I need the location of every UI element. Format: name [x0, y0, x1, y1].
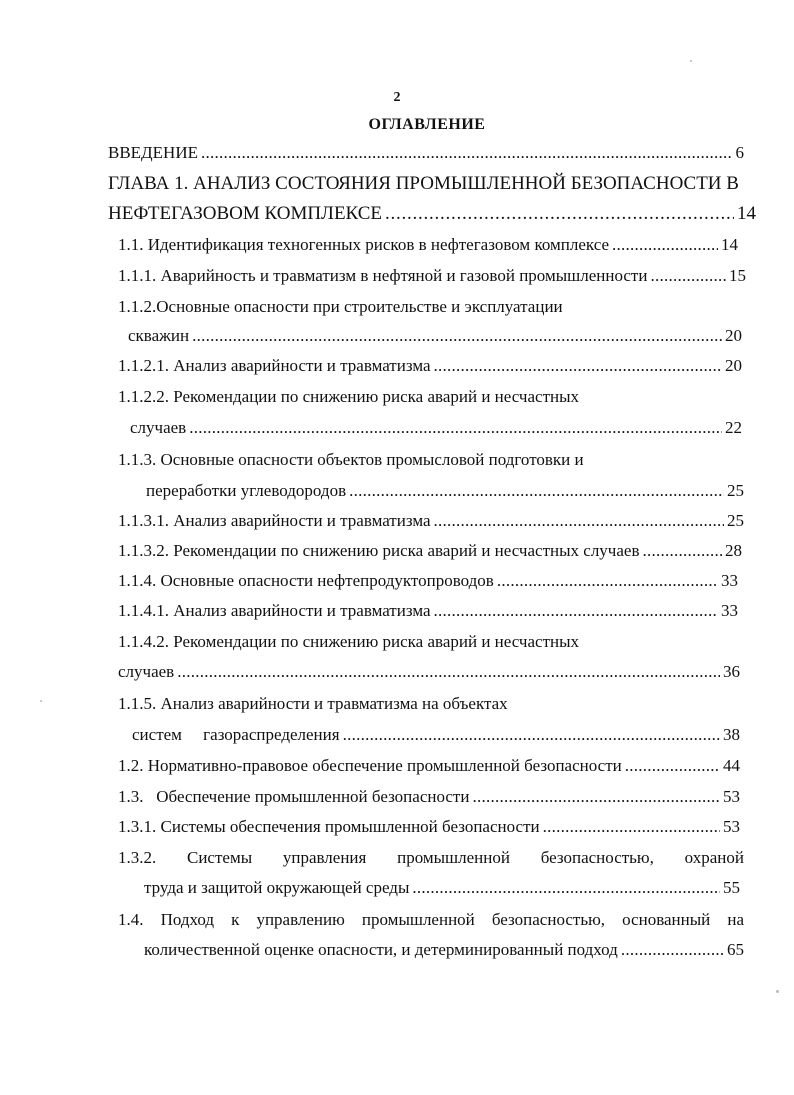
toc-entry-page: 44: [723, 756, 740, 775]
toc-word: управлению: [256, 910, 345, 929]
toc-entry-page: 28: [725, 541, 742, 560]
toc-entry-page: 25: [727, 481, 744, 500]
toc-entry-1-2[interactable]: [118, 756, 740, 776]
toc-word: безопасностью,: [540, 848, 654, 867]
toc-entry-chapter1-line1[interactable]: ГЛАВА 1. АНАЛИЗ СОСТОЯНИЯ ПРОМЫШЛЕННОЙ БЕЗОПАСНОСТИ В: [108, 173, 739, 194]
toc-entry-text: переработки углеводородов: [146, 481, 347, 500]
toc-entry-text: 1.2. Нормативно-правовое обеспечение промышленной безопасности: [118, 756, 622, 775]
toc-entry-1-1-5[interactable]: [132, 725, 740, 745]
toc-entry-text: скважин: [128, 326, 190, 345]
toc-entry-page: 53: [723, 817, 740, 836]
toc-entry-text: 1.1. Идентификация техногенных рисков в нефтегазовом комплексе: [118, 235, 610, 254]
page-number: 2: [393, 90, 401, 105]
toc-entry-1-3[interactable]: [118, 787, 740, 807]
toc-entry-text: 1.1.4.1. Анализ аварийности и травматизма: [118, 601, 431, 620]
toc-word: охраной: [684, 848, 744, 867]
toc-entry-1-1-3[interactable]: [146, 481, 744, 501]
toc-entry-1-1-4-1[interactable]: [118, 601, 738, 621]
toc-entry-1-1-4-2-line1[interactable]: 1.1.4.2. Рекомендации по снижению риска аварий и несчастных: [118, 632, 580, 651]
toc-leader-dots: [412, 878, 720, 898]
toc-leader-dots: [650, 266, 726, 286]
toc-word: безопасностью,: [491, 910, 606, 929]
toc-entry-1-1-4-2[interactable]: [118, 662, 740, 682]
toc-entry-text: 1.1.3.2. Рекомендации по снижению риска аварий и несчастных случаев: [118, 541, 640, 560]
toc-entry-page: 25: [727, 511, 744, 530]
toc-leader-dots: [543, 817, 720, 837]
toc-entry-1-1-2[interactable]: [128, 326, 742, 346]
toc-entry-text: ВВЕДЕНИЕ: [108, 143, 198, 162]
toc-entry-chapter1[interactable]: [108, 203, 756, 225]
toc-entry-page: 65: [727, 940, 744, 959]
toc-entry-text: количественной оценке опасности, и детерминированный подход: [144, 940, 618, 959]
toc-entry-page: 22: [725, 418, 742, 437]
toc-word: промышленной: [361, 910, 475, 929]
toc-entry-1-1-4[interactable]: [118, 571, 738, 591]
toc-leader-dots: [472, 787, 720, 807]
toc-entry-text: 1.3. Обеспечение промышленной безопасности: [118, 787, 470, 806]
toc-entry-page: 14: [721, 235, 738, 254]
toc-entry-text: 1.1.1. Аварийность и травматизм в нефтяной и газовой промышленности: [118, 266, 648, 285]
toc-leader-dots: [189, 418, 722, 438]
toc-entry-page: 55: [723, 878, 740, 897]
toc-entry-1-1-5-line1[interactable]: 1.1.5. Анализ аварийности и травматизма на объектах: [118, 694, 508, 713]
toc-entry-1-1-1[interactable]: [118, 266, 746, 286]
toc-leader-dots: [201, 143, 733, 163]
toc-word: промышленной: [397, 848, 510, 867]
toc-word: управления: [282, 848, 367, 867]
toc-leader-dots: [192, 326, 722, 346]
toc-entry-1-1-2-2[interactable]: [130, 418, 742, 438]
toc-leader-dots: [177, 662, 720, 682]
toc-entry-page: 38: [723, 725, 740, 744]
toc-entry-1-1-3-line1[interactable]: 1.1.3. Основные опасности объектов промысловой подготовки и: [118, 450, 584, 469]
toc-entry-1-1-2-1[interactable]: [118, 356, 742, 376]
toc-entry-1-1-2-2-line1[interactable]: 1.1.2.2. Рекомендации по снижению риска аварий и несчастных: [118, 387, 580, 406]
toc-entry-page: 36: [723, 662, 740, 681]
page-title: ОГЛАВЛЕНИЕ: [368, 116, 486, 133]
toc-entry-page: 15: [729, 266, 746, 285]
toc-word: 1.4.: [118, 910, 144, 929]
toc-word: Подход: [160, 910, 215, 929]
toc-entry-1-3-2-line1[interactable]: [118, 848, 744, 868]
toc-entry-1-1[interactable]: [118, 235, 738, 255]
toc-entry-1-1-3-1[interactable]: [118, 511, 744, 531]
toc-entry-text: 1.1.3.1. Анализ аварийности и травматизма: [118, 511, 431, 530]
toc-leader-dots: [385, 203, 734, 225]
toc-leader-dots: [612, 235, 718, 255]
toc-entry-text: 1.3.1. Системы обеспечения промышленной безопасности: [118, 817, 540, 836]
toc-entry-1-4[interactable]: [144, 940, 744, 960]
toc-entry-page: 33: [721, 571, 738, 590]
toc-word: к: [231, 910, 240, 929]
toc-entry-page: 53: [723, 787, 740, 806]
toc-leader-dots: [434, 356, 723, 376]
toc-leader-dots: [434, 601, 719, 621]
toc-entry-1-1-2-line1[interactable]: 1.1.2.Основные опасности при строительстве и эксплуатации: [118, 297, 563, 316]
toc-leader-dots: [642, 541, 722, 561]
toc-entry-page: 20: [725, 326, 742, 345]
toc-word: на: [727, 910, 744, 929]
toc-entry-1-1-3-2[interactable]: [118, 541, 742, 561]
toc-entry-page: 33: [721, 601, 738, 620]
toc-entry-page: 20: [725, 356, 742, 375]
scan-speck: [776, 990, 779, 993]
toc-entry-text: труда и защитой окружающей среды: [144, 878, 410, 897]
toc-entry-page: 6: [735, 143, 744, 162]
toc-leader-dots: [349, 481, 724, 501]
toc-entry-1-4-line1[interactable]: [118, 910, 744, 930]
scan-speck: [690, 60, 692, 62]
toc-leader-dots: [625, 756, 720, 776]
toc-leader-dots: [497, 571, 718, 591]
toc-word: основанный: [622, 910, 711, 929]
toc-word: Системы: [186, 848, 253, 867]
toc-leader-dots: [621, 940, 724, 960]
toc-entry-1-3-1[interactable]: [118, 817, 740, 837]
toc-entry-1-3-2[interactable]: [144, 878, 740, 898]
toc-entry-text: случаев: [118, 662, 175, 681]
toc-entry-page: 14: [737, 203, 756, 224]
toc-word: 1.3.2.: [118, 848, 157, 867]
scan-speck: [40, 700, 42, 702]
toc-entry-text: систем газораспределения: [132, 725, 340, 744]
toc-entry-text: 1.1.2.1. Анализ аварийности и травматизма: [118, 356, 431, 375]
toc-entry-text: НЕФТЕГАЗОВОМ КОМПЛЕКСЕ: [108, 203, 383, 224]
toc-entry-text: 1.1.4. Основные опасности нефтепродуктопроводов: [118, 571, 494, 590]
toc-leader-dots: [343, 725, 720, 745]
toc-entry-intro[interactable]: [108, 143, 744, 163]
toc-entry-text: случаев: [130, 418, 187, 437]
toc-leader-dots: [434, 511, 725, 531]
